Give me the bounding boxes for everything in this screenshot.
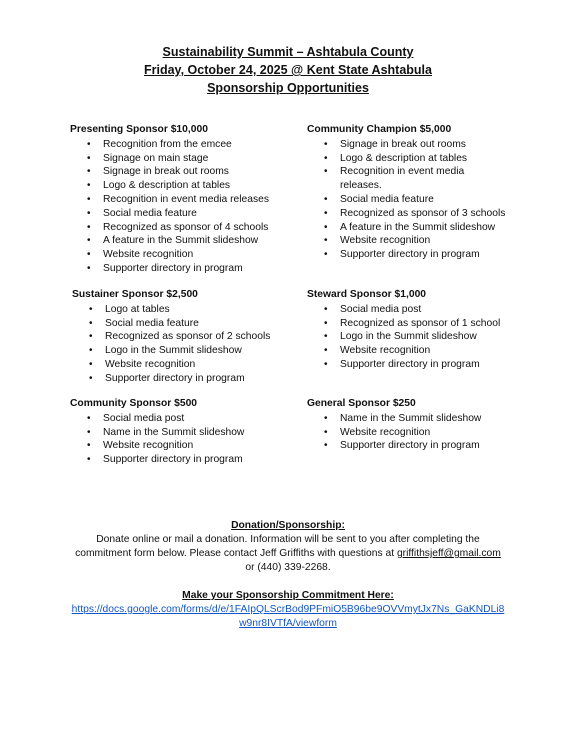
list-item: • Social media post: [70, 412, 305, 426]
list-item: • Website recognition: [307, 234, 527, 248]
tier-presenting: [70, 123, 305, 276]
page-title: Sustainability Summit – Ashtabula County: [162, 45, 414, 59]
page-subtitle: Sponsorship Opportunities: [207, 81, 369, 95]
list-item: • Supporter directory in program: [307, 248, 527, 262]
list-item: • Recognized as sponsor of 2 schools: [72, 330, 305, 344]
list-item: • Website recognition: [70, 439, 305, 453]
list-item: • Logo in the Summit slideshow: [307, 330, 527, 344]
benefit-list: [307, 303, 527, 372]
list-item: • Recognized as sponsor of 4 schools: [70, 221, 305, 235]
list-item: • Name in the Summit slideshow: [70, 426, 305, 440]
list-item: • A feature in the Summit slideshow: [70, 234, 305, 248]
benefit-list: [307, 138, 527, 262]
commitment-form-link[interactable]: [0, 603, 576, 631]
donation-text: commitment form below. Please contact Jeff Griffiths with questions at: [75, 548, 397, 559]
list-item: • Website recognition: [72, 358, 305, 372]
tier-sustainer: [72, 288, 305, 386]
list-item: • Supporter directory in program: [307, 358, 527, 372]
list-item: • Website recognition: [307, 344, 527, 358]
list-item: • Website recognition: [70, 248, 305, 262]
tier-steward: [307, 288, 527, 372]
tier-community-champion: [307, 123, 527, 262]
list-item: • Supporter directory in program: [70, 262, 305, 276]
list-item: • Recognition in event media releases.: [307, 165, 485, 193]
donation-heading: Donation/Sponsorship:: [231, 520, 345, 531]
list-item: • Signage on main stage: [70, 152, 305, 166]
list-item: • Social media feature: [72, 317, 305, 331]
tier-title: Presenting Sponsor $10,000: [70, 124, 208, 135]
list-item: • Logo & description at tables: [307, 152, 527, 166]
list-item: • Recognized as sponsor of 3 schools: [307, 207, 527, 221]
donation-text-line3: or (440) 339-2268.: [245, 562, 331, 573]
list-item: • Website recognition: [307, 426, 527, 440]
benefit-list: [72, 303, 305, 386]
benefit-list: [70, 138, 305, 276]
commitment-heading: Make your Sponsorship Commitment Here:: [182, 590, 394, 601]
list-item: • Recognized as sponsor of 1 school: [307, 317, 527, 331]
tier-title: Community Sponsor $500: [70, 398, 198, 409]
tier-title: Community Champion $5,000: [307, 124, 452, 135]
contact-email-link[interactable]: griffithsjeff@gmail.com: [396, 548, 501, 559]
tier-title: Sustainer Sponsor $2,500: [72, 289, 198, 300]
tier-general: [307, 397, 527, 453]
benefit-list: [70, 412, 305, 467]
tier-title: Steward Sponsor $1,000: [307, 289, 427, 300]
list-item: • Social media post: [307, 303, 527, 317]
list-item: • Recognition from the emcee: [70, 138, 305, 152]
donation-text-line1: Donate online or mail a donation. Information will be sent to you after completing the: [96, 534, 480, 545]
list-item: • Signage in break out rooms: [70, 165, 305, 179]
list-item: • Recognition in event media releases: [70, 193, 305, 207]
donation-text-line2: [0, 547, 576, 561]
list-item: • Social media feature: [307, 193, 527, 207]
tier-community: [70, 397, 305, 467]
list-item: • Social media feature: [70, 207, 305, 221]
list-item: • Logo & description at tables: [70, 179, 305, 193]
list-item: • Logo at tables: [72, 303, 305, 317]
list-item: • Supporter directory in program: [70, 453, 305, 467]
list-item: • Signage in break out rooms: [307, 138, 527, 152]
event-date-line: Friday, October 24, 2025 @ Kent State Ashtabula: [144, 63, 432, 77]
list-item: • Supporter directory in program: [72, 372, 305, 386]
form-url-line2[interactable]: w9nr8IVTfA/viewform: [239, 618, 337, 629]
tier-title: General Sponsor $250: [307, 398, 416, 409]
form-url-line1[interactable]: https://docs.google.com/forms/d/e/1FAIpQLScrBod9PFmiO5B96be9OVVmytJx7Ns_GaKNDLi8: [71, 604, 505, 615]
benefit-list: [307, 412, 527, 453]
list-item: • Name in the Summit slideshow: [307, 412, 527, 426]
list-item: • Supporter directory in program: [307, 439, 527, 453]
list-item: • A feature in the Summit slideshow: [307, 221, 527, 235]
list-item: • Logo in the Summit slideshow: [72, 344, 305, 358]
